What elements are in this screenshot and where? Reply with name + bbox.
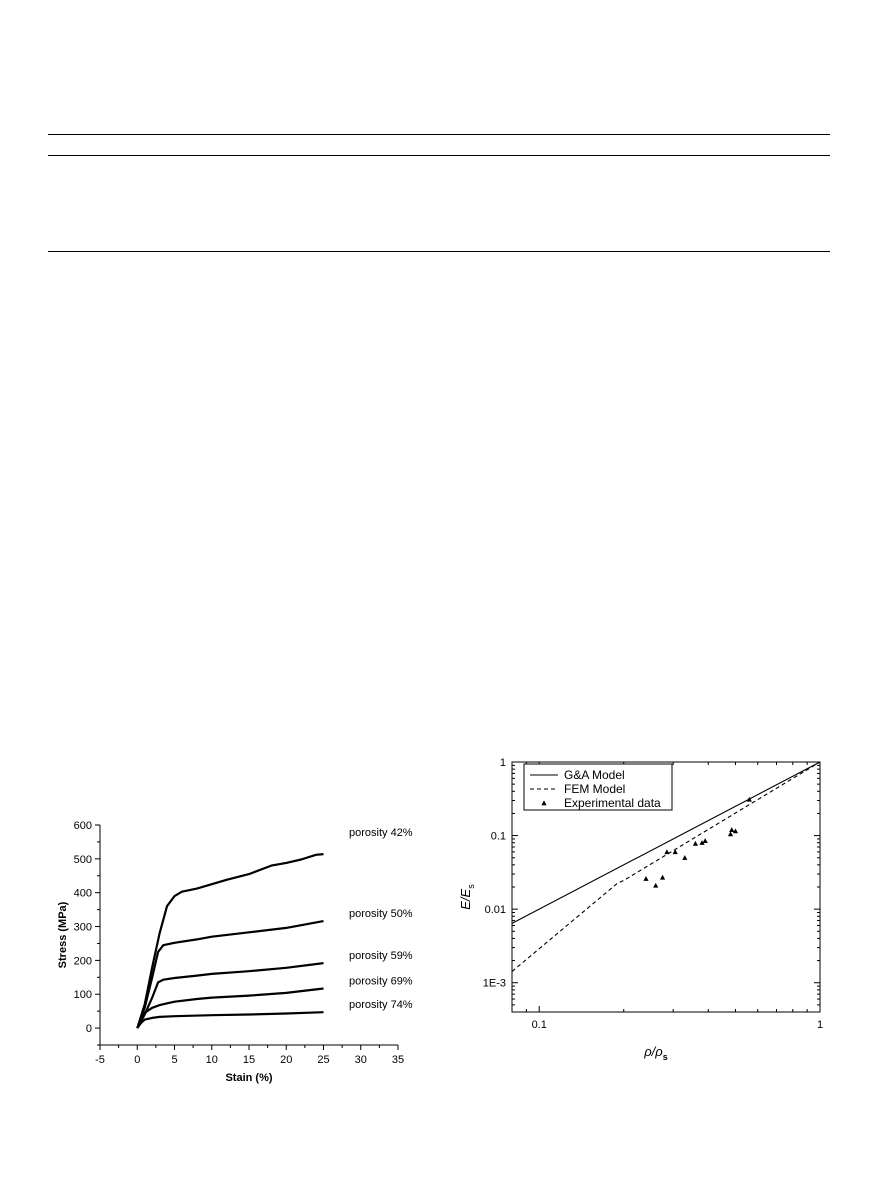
- y-tick-label: 0: [85, 1023, 92, 1036]
- series-label-4: porosity 69%: [349, 975, 413, 988]
- x-tick-label: 25: [317, 1054, 330, 1066]
- y-tick-label: 200: [73, 955, 92, 968]
- series-label-5: porosity 74%: [349, 999, 413, 1012]
- y-tick-label: 400: [73, 887, 92, 900]
- series-label-1: porosity 42%: [349, 827, 413, 840]
- y-tick-label: 0.1: [490, 830, 506, 843]
- x-tick-label: 15: [242, 1054, 256, 1066]
- y-axis-title: $E/E_s$: [458, 884, 476, 910]
- x-tick-label: 1: [816, 1019, 824, 1031]
- y-tick-label: 0.01: [484, 904, 506, 917]
- series-line-5: [137, 1012, 323, 1028]
- y-tick-label: 1E-3: [482, 977, 506, 990]
- legend-entry-2: FEM Model: [564, 782, 626, 796]
- experimental-point: [643, 876, 648, 881]
- x-tick-label: 0.1: [531, 1019, 547, 1031]
- x-axis-title: $\rho/\rho_s$: [644, 1044, 668, 1062]
- y-tick-label: 300: [73, 921, 92, 934]
- legend-entry-3: Experimental data: [564, 796, 661, 810]
- table-top-rule: [48, 134, 830, 135]
- x-tick-label: 10: [205, 1054, 218, 1066]
- x-tick-label: -5: [95, 1054, 105, 1066]
- series-line-4: [137, 989, 323, 1029]
- series-line-2: [137, 921, 323, 1028]
- table-bottom-rule: [48, 251, 830, 252]
- x-tick-label: 30: [354, 1054, 367, 1066]
- series-line-1: [137, 854, 323, 1028]
- y-tick-label: 600: [73, 820, 92, 832]
- x-tick-label: 20: [280, 1054, 293, 1066]
- y-tick-label: 100: [73, 989, 92, 1002]
- experimental-point: [664, 849, 669, 854]
- series-label-2: porosity 50%: [349, 908, 413, 921]
- x-axis-title-subscript: s: [662, 1052, 668, 1062]
- experimental-point: [729, 827, 734, 832]
- y-tick-label: 500: [73, 853, 92, 866]
- experimental-point: [703, 838, 708, 843]
- y-axis-title: Stress (MPa): [57, 901, 69, 969]
- legend-entry-1: G&A Model: [564, 768, 625, 782]
- stress-strain-chart: [40, 810, 420, 1100]
- table-header-rule: [48, 155, 830, 156]
- x-tick-label: 0: [134, 1054, 141, 1066]
- x-tick-label: 5: [171, 1054, 178, 1066]
- x-tick-label: 35: [391, 1054, 405, 1066]
- experimental-point: [693, 841, 698, 846]
- y-axis-title-subscript: s: [466, 884, 476, 889]
- experimental-point: [682, 855, 687, 860]
- experimental-point: [728, 831, 733, 836]
- modulus-density-chart: [452, 750, 842, 1070]
- experimental-point: [673, 849, 678, 854]
- x-axis-title: Stain (%): [225, 1072, 273, 1084]
- experimental-point: [653, 883, 658, 888]
- series-label-3: porosity 59%: [349, 950, 413, 963]
- experimental-point: [660, 875, 665, 880]
- y-tick-label: 1: [499, 757, 506, 769]
